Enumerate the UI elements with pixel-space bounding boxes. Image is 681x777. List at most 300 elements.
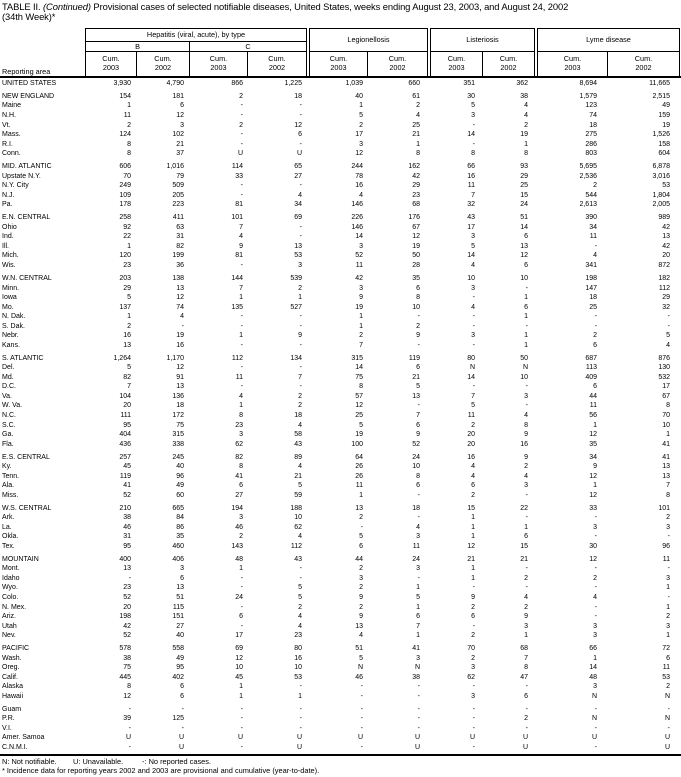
value-cell: 93: [520, 163, 528, 171]
value-cell: U: [522, 744, 528, 751]
value-cell: 134: [290, 354, 302, 362]
footer-divider-line: [0, 754, 681, 756]
value-cell: 46: [235, 523, 243, 531]
value-cell: 58: [294, 431, 302, 439]
value-cell: 16: [123, 332, 131, 340]
value-cell: 80: [294, 645, 302, 653]
value-cell: -: [360, 683, 363, 691]
value-cell: 10: [235, 664, 243, 672]
value-cell: -: [299, 383, 302, 391]
value-cell: 43: [294, 440, 302, 448]
value-cell: 1: [359, 491, 363, 499]
value-cell: U: [296, 744, 302, 751]
table-row: [0, 564, 681, 574]
area-label: Calif.: [2, 673, 18, 681]
value-cell: 28: [412, 262, 420, 270]
value-cell: 138: [172, 274, 184, 282]
value-cell: 9: [359, 294, 363, 302]
value-cell: 8: [666, 491, 670, 499]
value-cell: 91: [176, 373, 184, 381]
value-cell: 10: [412, 303, 420, 311]
value-cell: 5: [359, 112, 363, 120]
value-cell: 2: [666, 514, 670, 522]
value-cell: 20: [123, 402, 131, 410]
value-cell: 41: [662, 453, 670, 461]
value-cell: -: [525, 683, 528, 691]
value-cell: 5: [127, 364, 131, 372]
value-cell: -: [594, 584, 597, 592]
value-cell: 6: [298, 131, 302, 139]
value-cell: -: [299, 233, 302, 241]
year-label: 2003: [448, 63, 465, 72]
table-row: [0, 724, 681, 734]
value-cell: 1: [471, 514, 475, 522]
area-label: Amer. Samoa: [2, 734, 45, 742]
area-label: Tex.: [2, 542, 15, 550]
area-label: Okla.: [2, 533, 19, 541]
table-row: [0, 555, 681, 565]
value-cell: 1: [524, 523, 528, 531]
value-cell: 17: [235, 632, 243, 640]
value-cell: 48: [589, 673, 597, 681]
area-label: Tenn.: [2, 472, 20, 480]
value-cell: 4: [524, 594, 528, 602]
value-cell: 81: [235, 252, 243, 260]
value-cell: 49: [176, 482, 184, 490]
value-cell: -: [240, 140, 243, 148]
table-row: [0, 612, 681, 622]
value-cell: 42: [355, 274, 363, 282]
value-cell: 1: [127, 102, 131, 110]
value-cell: 4: [239, 392, 243, 400]
value-cell: 53: [662, 673, 670, 681]
value-cell: 13: [355, 622, 363, 630]
value-cell: N: [357, 664, 363, 672]
value-cell: 4: [471, 303, 475, 311]
value-cell: 4: [298, 191, 302, 199]
value-cell: 866: [231, 80, 243, 87]
value-cell: 1: [127, 313, 131, 321]
area-label: Fla.: [2, 440, 14, 448]
value-cell: 351: [463, 80, 475, 87]
value-cell: 51: [355, 645, 363, 653]
value-cell: 6,878: [652, 163, 670, 171]
value-cell: 8: [524, 150, 528, 158]
value-cell: 42: [412, 172, 420, 180]
value-cell: 74: [589, 112, 597, 120]
value-cell: 52: [123, 491, 131, 499]
value-cell: 13: [176, 584, 184, 592]
area-label: C.N.M.I.: [2, 744, 28, 751]
value-cell: 10: [294, 514, 302, 522]
value-cell: 1: [359, 322, 363, 330]
value-cell: 6: [180, 574, 184, 582]
value-cell: 14: [467, 252, 475, 260]
table-row: [0, 341, 681, 351]
value-cell: 3: [524, 392, 528, 400]
value-cell: -: [472, 724, 475, 732]
value-cell: 2: [359, 584, 363, 592]
area-label: Nev.: [2, 632, 16, 640]
value-cell: 338: [172, 440, 184, 448]
value-cell: 112: [290, 542, 302, 550]
year-label: 2002: [389, 63, 406, 72]
value-cell: -: [128, 724, 131, 732]
value-cell: 49: [176, 654, 184, 662]
area-label: Ga.: [2, 431, 14, 439]
value-cell: 2: [359, 514, 363, 522]
value-cell: 606: [119, 163, 131, 171]
value-cell: 53: [294, 673, 302, 681]
value-cell: 275: [585, 131, 597, 139]
value-cell: 72: [662, 645, 670, 653]
value-cell: -: [128, 744, 131, 751]
value-cell: -: [299, 102, 302, 110]
table-row: [0, 200, 681, 210]
value-cell: N: [522, 364, 528, 372]
value-cell: 39: [123, 715, 131, 723]
value-cell: 558: [172, 645, 184, 653]
value-cell: 176: [408, 214, 420, 222]
value-cell: 16: [176, 341, 184, 349]
value-cell: 12: [589, 431, 597, 439]
value-cell: 5: [359, 654, 363, 662]
value-cell: U: [296, 150, 302, 158]
value-cell: N: [664, 692, 670, 700]
value-cell: 245: [172, 453, 184, 461]
value-cell: 95: [176, 664, 184, 672]
value-cell: 18: [294, 92, 302, 100]
table-row: [0, 331, 681, 341]
hepatitis-b-label: B: [86, 42, 190, 52]
value-cell: 159: [658, 112, 670, 120]
value-cell: 137: [119, 303, 131, 311]
value-cell: -: [472, 715, 475, 723]
value-cell: U: [178, 734, 184, 742]
value-cell: U: [178, 744, 184, 751]
value-cell: U: [414, 744, 420, 751]
area-label: Vt.: [2, 121, 11, 129]
column-header-leg-2002: [368, 52, 427, 76]
area-label: Idaho: [2, 574, 20, 582]
cum-label: Cum.: [634, 54, 653, 63]
table-header: [0, 26, 681, 76]
value-cell: 34: [589, 453, 597, 461]
value-cell: 7: [524, 654, 528, 662]
value-cell: 8: [127, 140, 131, 148]
value-cell: 45: [123, 463, 131, 471]
value-cell: 25: [412, 121, 420, 129]
value-cell: 9: [524, 431, 528, 439]
value-cell: 13: [176, 383, 184, 391]
area-label: Conn.: [2, 150, 21, 158]
area-label: Md.: [2, 373, 14, 381]
value-cell: -: [594, 744, 597, 751]
value-cell: 8,694: [579, 80, 597, 87]
value-cell: 9: [359, 613, 363, 621]
value-cell: -: [360, 705, 363, 713]
value-cell: 5: [127, 294, 131, 302]
year-label: 2002: [268, 63, 286, 72]
value-cell: 460: [172, 542, 184, 550]
table-row: [0, 622, 681, 632]
value-cell: 36: [176, 262, 184, 270]
value-cell: -: [299, 574, 302, 582]
value-cell: 6: [416, 482, 420, 490]
value-cell: 23: [235, 421, 243, 429]
value-cell: 8: [127, 683, 131, 691]
value-cell: 23: [294, 632, 302, 640]
value-cell: 130: [658, 364, 670, 372]
value-cell: N: [664, 715, 670, 723]
value-cell: -: [299, 182, 302, 190]
value-cell: 78: [355, 172, 363, 180]
value-cell: -: [360, 744, 363, 751]
value-cell: 8: [416, 150, 420, 158]
legionellosis-header: Legionellosis: [309, 28, 428, 52]
value-cell: 1: [524, 140, 528, 148]
value-cell: -: [594, 322, 597, 330]
value-cell: 11: [355, 262, 363, 270]
incidence-footnote: * Incidence data for reporting years 2002 and 2003 are provisional and cumulative (year-to-date).: [2, 766, 320, 775]
value-cell: 10: [412, 463, 420, 471]
value-cell: 74: [176, 303, 184, 311]
value-cell: U: [664, 734, 670, 742]
value-cell: 5: [666, 332, 670, 340]
value-cell: 1: [416, 584, 420, 592]
value-cell: 64: [355, 453, 363, 461]
value-cell: 125: [172, 715, 184, 723]
area-label: Ark.: [2, 514, 15, 522]
value-cell: 390: [585, 214, 597, 222]
value-cell: -: [181, 705, 184, 713]
value-cell: 40: [355, 92, 363, 100]
value-cell: 22: [123, 233, 131, 241]
value-cell: 24: [520, 201, 528, 209]
value-cell: 62: [235, 440, 243, 448]
value-cell: 8: [239, 463, 243, 471]
value-cell: 4: [524, 412, 528, 419]
value-cell: 20: [123, 603, 131, 611]
value-cell: 2: [524, 715, 528, 723]
value-cell: -: [417, 341, 420, 349]
table-section: [0, 213, 681, 270]
value-cell: 42: [662, 223, 670, 231]
value-cell: 2: [524, 121, 528, 129]
value-cell: 5: [298, 482, 302, 490]
value-cell: -: [667, 313, 670, 321]
value-cell: 9: [416, 332, 420, 340]
value-cell: 4: [298, 533, 302, 541]
value-cell: 12: [176, 112, 184, 120]
value-cell: 10: [662, 421, 670, 429]
value-cell: 21: [412, 131, 420, 139]
value-cell: 67: [412, 223, 420, 231]
value-cell: 544: [585, 191, 597, 199]
table-row: [0, 542, 681, 552]
value-cell: 48: [235, 555, 243, 563]
value-cell: 315: [351, 354, 363, 362]
value-cell: 12: [589, 472, 597, 480]
value-cell: 2: [593, 574, 597, 582]
value-cell: 18: [589, 121, 597, 129]
value-cell: 3: [471, 664, 475, 672]
value-cell: 6: [416, 613, 420, 621]
reporting-area-label: Reporting area: [2, 67, 51, 76]
value-cell: 6: [416, 284, 420, 292]
table-row: [0, 242, 681, 252]
value-cell: 29: [123, 284, 131, 292]
value-cell: 532: [658, 373, 670, 381]
value-cell: 32: [662, 303, 670, 311]
area-label: Miss.: [2, 491, 19, 499]
value-cell: 203: [119, 274, 131, 282]
value-cell: -: [525, 724, 528, 732]
value-cell: 18: [589, 294, 597, 302]
column-header-lyme-2002: [608, 52, 679, 76]
value-cell: -: [417, 491, 420, 499]
value-cell: 3,016: [652, 172, 670, 180]
value-cell: -: [594, 705, 597, 713]
value-cell: 25: [520, 182, 528, 190]
value-cell: 7: [416, 622, 420, 630]
value-cell: -: [299, 364, 302, 372]
value-cell: 2: [593, 182, 597, 190]
value-cell: 7: [666, 482, 670, 490]
value-cell: 101: [658, 504, 670, 512]
value-cell: 1: [524, 632, 528, 640]
value-cell: -: [240, 131, 243, 139]
value-cell: 12: [520, 252, 528, 260]
table-section: [0, 453, 681, 501]
value-cell: 34: [294, 201, 302, 209]
table-row: [0, 191, 681, 201]
value-cell: 146: [351, 223, 363, 231]
year-label: 2002: [635, 63, 652, 72]
value-cell: 315: [172, 431, 184, 439]
value-cell: 1: [239, 294, 243, 302]
hepatitis-subgroups: [86, 42, 306, 52]
value-cell: -: [299, 341, 302, 349]
value-cell: 2: [471, 421, 475, 429]
value-cell: 6: [239, 613, 243, 621]
table-row: [0, 149, 681, 159]
value-cell: 1: [298, 294, 302, 302]
value-cell: 21: [467, 555, 475, 563]
value-cell: N: [414, 664, 420, 672]
area-label: N.H.: [2, 112, 16, 120]
area-label: Maine: [2, 102, 22, 110]
value-cell: 25: [589, 303, 597, 311]
value-cell: -: [240, 584, 243, 592]
value-cell: 146: [351, 201, 363, 209]
value-cell: -: [472, 705, 475, 713]
value-cell: -: [299, 724, 302, 732]
value-cell: 178: [119, 201, 131, 209]
area-label: Guam: [2, 705, 22, 713]
value-cell: 4: [239, 233, 243, 241]
area-label: N. Mex.: [2, 603, 27, 611]
value-cell: 660: [408, 80, 420, 87]
value-cell: -: [240, 603, 243, 611]
value-cell: 803: [585, 150, 597, 158]
value-cell: 6: [180, 692, 184, 700]
table-row: [0, 312, 681, 322]
value-cell: 1: [359, 313, 363, 321]
value-cell: -: [594, 514, 597, 522]
cum-label: Cum.: [447, 54, 466, 63]
value-cell: 3: [471, 233, 475, 241]
value-cell: 21: [412, 373, 420, 381]
value-cell: 40: [176, 463, 184, 471]
area-label: V.I.: [2, 724, 12, 732]
value-cell: 3: [471, 284, 475, 292]
area-label: Hawaii: [2, 692, 24, 700]
value-cell: -: [525, 491, 528, 499]
value-cell: 21: [294, 472, 302, 480]
table-row: [0, 213, 681, 223]
value-cell: 4: [416, 523, 420, 531]
area-label: S.C.: [2, 421, 16, 429]
table-section: [0, 555, 681, 641]
area-label: Kans.: [2, 341, 20, 349]
table-row: [0, 532, 681, 542]
value-cell: -: [525, 514, 528, 522]
value-cell: 1: [666, 603, 670, 611]
value-cell: 147: [585, 284, 597, 292]
value-cell: 80: [467, 354, 475, 362]
value-cell: 11: [662, 664, 670, 672]
value-cell: -: [417, 313, 420, 321]
area-label: Mont.: [2, 565, 20, 573]
value-cell: 2,613: [579, 201, 597, 209]
value-cell: 59: [294, 491, 302, 499]
value-cell: 13: [294, 242, 302, 250]
value-cell: 41: [123, 482, 131, 490]
area-label: Utah: [2, 622, 17, 630]
value-cell: 6: [524, 233, 528, 241]
value-cell: 3: [416, 533, 420, 541]
value-cell: 18: [176, 402, 184, 410]
value-cell: 19: [355, 431, 363, 439]
value-cell: 70: [467, 645, 475, 653]
cum-label: Cum.: [209, 54, 228, 63]
value-cell: 2,005: [652, 201, 670, 209]
value-cell: -: [667, 533, 670, 541]
value-cell: 445: [119, 673, 131, 681]
value-cell: 16: [467, 172, 475, 180]
value-cell: 5: [471, 242, 475, 250]
value-cell: -: [472, 294, 475, 302]
value-cell: 2: [524, 463, 528, 471]
value-cell: 182: [658, 274, 670, 282]
value-cell: 2,515: [652, 92, 670, 100]
value-cell: 96: [176, 472, 184, 480]
table-row: [0, 363, 681, 373]
value-cell: 13: [662, 472, 670, 480]
value-cell: 30: [589, 542, 597, 550]
value-cell: 23: [412, 191, 420, 199]
value-cell: 4: [593, 594, 597, 602]
value-cell: 2: [524, 603, 528, 611]
value-cell: 9: [593, 463, 597, 471]
value-cell: 9: [239, 242, 243, 250]
value-cell: 3: [359, 242, 363, 250]
value-cell: -: [594, 613, 597, 621]
value-cell: 16: [355, 182, 363, 190]
area-label: N.C.: [2, 412, 16, 419]
area-label: Ohio: [2, 223, 17, 231]
